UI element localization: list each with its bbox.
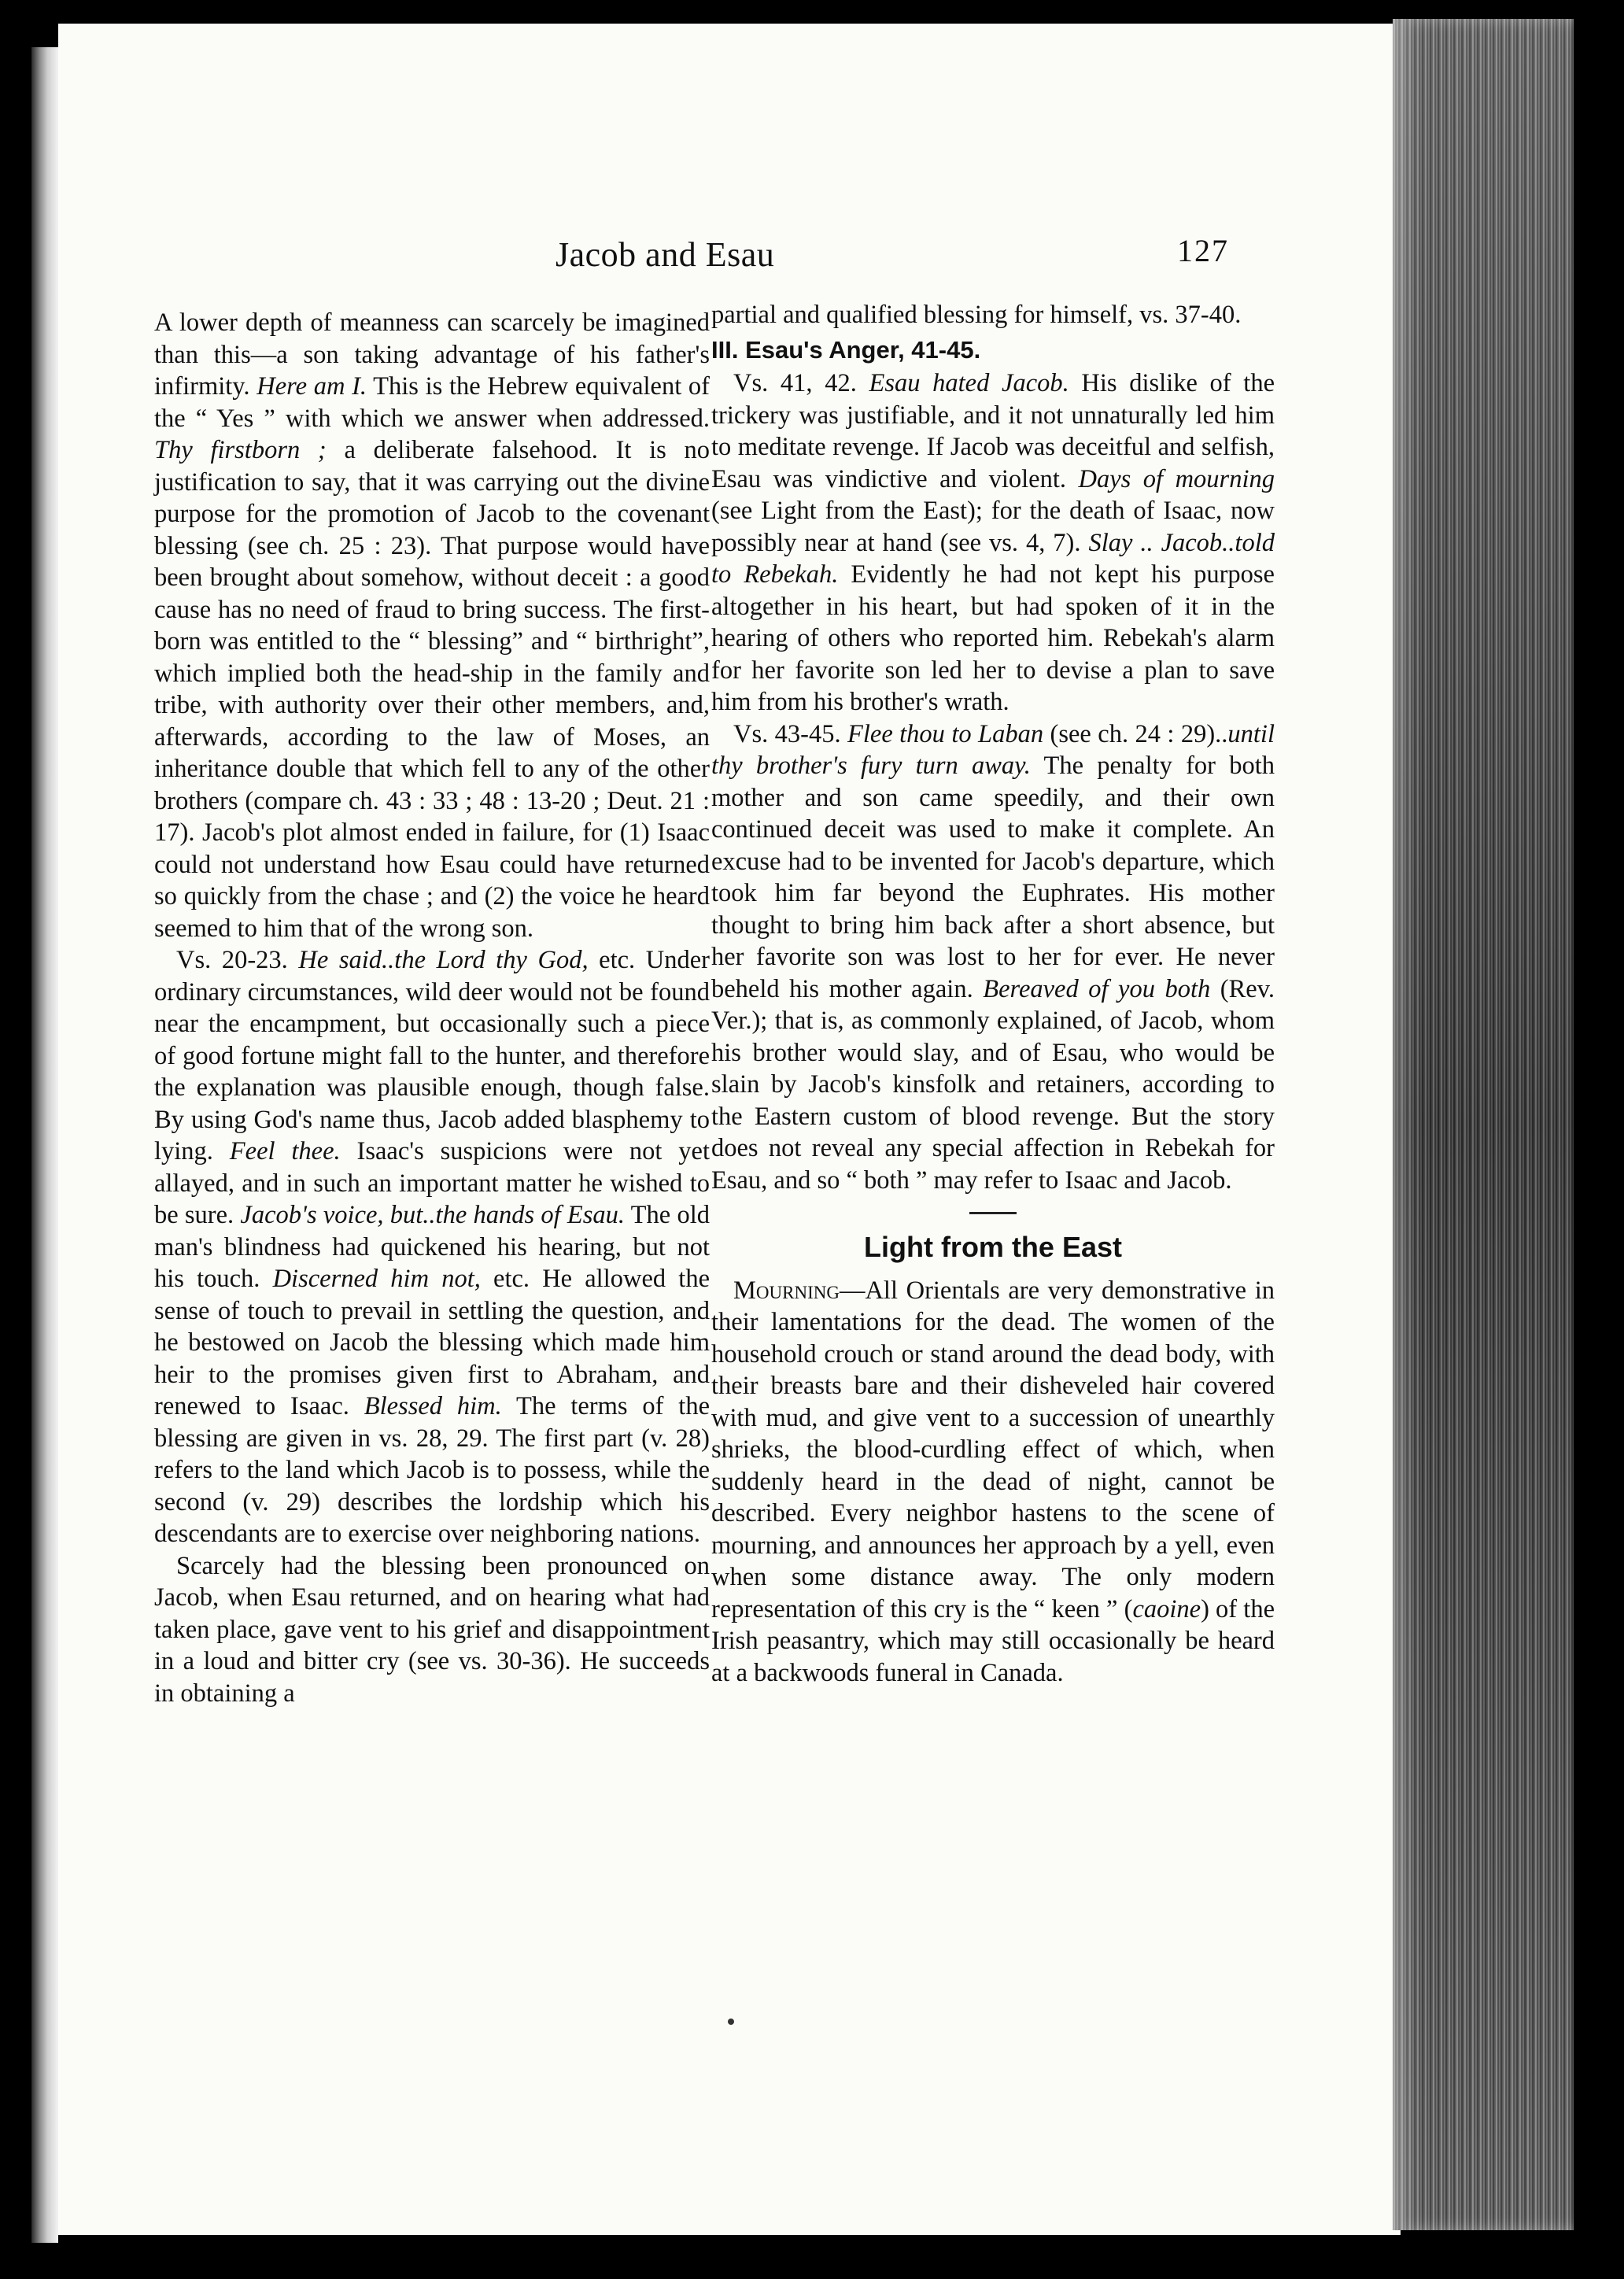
text-run: a deliberate falsehood. It is no justification to say, that it was carrying out the divine purpose for the promotion of Jacob to the covenant blessing (see ch. 25 : 23). That purpose would have been brought about somehow, without deceit : a good cause has no need of fraud to bring success. The first-born was entitled to the “ blessing” and “ birthright”, which implied both the head-ship in the family and tribe, with authority over their other members, and, afterwards, according to the law of Moses, an inheritance double that which fell to any of the other brothers (compare ch. 43 : 33 ; 48 : 13-20 ; Deut. 21 : 17). Jacob's plot almost ended in failure, for (1) Isaac could not understand how Esau could have returned so quickly from the chase ; and (2) the voice he heard seemed to him that of the wrong son.	[154, 436, 710, 943]
italic-run: Jacob's voice, but..the hands of Esau.	[240, 1201, 626, 1229]
text-run: Isaac's suspicions were not yet allayed, and in such an important matter he wished to be sure.	[154, 1137, 710, 1229]
right-paragraph-3	[711, 1275, 1275, 1690]
text-run: etc. Under ordinary circumstances, wild deer would not be found near the encampment, but occasionally such a piece of good fortune might fall to the hunter, and therefore the explanation was plausible enough, though false. By using God's name thus, Jacob added blasphemy to lying.	[154, 946, 710, 1165]
italic-run: He said..the Lord thy God,	[298, 946, 589, 974]
text-run: A lower depth of meanness can scarcely be imagined than this—a son taking advantage of his father's infirmity.	[154, 308, 710, 401]
right-paragraph-0: partial and qualified blessing for himself, vs. 37-40.	[711, 301, 1242, 329]
left-column	[154, 307, 710, 1709]
section-heading: III. Esau's Anger, 41-45.	[711, 335, 981, 364]
italic-run: Esau hated Jacob.	[869, 369, 1069, 397]
text-run: etc. He allowed the sense of touch to prevail in settling the question, and he bestowed on Jacob the blessing which made him heir to the promises given first to Abraham, and renewed to Isaac.	[154, 1265, 710, 1420]
text-run: (Rev. Ver.); that is, as commonly explained, of Jacob, whom his brother would slay, and of Esau, who would be slain by Jacob's kinsfolk and retainers, according to the Eastern custom of blood revenge. But the story does not reveal any special affection in Rebekah for Esau, and so “ both ” may refer to Isaac and Jacob.	[711, 974, 1275, 1195]
text-run: The old man's blindness had quickened his hearing, but not his touch.	[154, 1201, 710, 1293]
text-run: (see ch. 24 : 29)..	[1043, 719, 1228, 748]
right-paragraph-2	[711, 718, 1275, 1197]
italic-run: Blessed him.	[364, 1392, 502, 1420]
text-run: (see Light from the East); for the death of Isaac, now possibly near at hand (see vs. 4, 7).	[711, 497, 1275, 557]
left-paragraph-2	[154, 944, 710, 1550]
text-run: Vs. 43-45.	[733, 719, 848, 748]
text-run: Evidently he had not kept his purpose altogether in his heart, but had spoken of it in the hearing of others who reported him. Rebekah's alarm for her favorite son led her to devise a plan to save him from his brother's wrath.	[711, 560, 1275, 716]
italic-run: Days of mourning	[1078, 464, 1275, 493]
smallcaps-run: Mourning	[733, 1276, 840, 1305]
text-run: The terms of the blessing are given in vs. 28, 29. The first part (v. 28) refers to the land which Jacob is to possess, while the second (v. 29) describes the lordship which his descendants are to exercise over neighboring nations.	[154, 1392, 710, 1548]
left-paragraph-1	[154, 307, 710, 944]
book-fore-edge	[1393, 19, 1574, 2230]
italic-run: Feel thee.	[229, 1137, 341, 1165]
left-paragraph-3: Scarcely had the blessing been pronounced on Jacob, when Esau returned, and on hearing what had taken place, gave vent to his grief and disappointment in a loud and bitter cry (see vs. 30-36). He succeeds in obtaining a	[154, 1551, 710, 1708]
right-paragraph-1	[711, 368, 1275, 718]
running-header-title: Jacob and Esau	[555, 235, 775, 274]
text-run: ) of the Irish peasantry, which may still occasionally be heard at a backwoods funeral in Canada.	[711, 1594, 1275, 1687]
italic-run: Slay .. Jacob..told to Rebekah.	[711, 528, 1275, 589]
ink-speck	[728, 2019, 734, 2025]
italic-run: Thy firstborn ;	[154, 436, 327, 464]
text-run: Vs. 20-23.	[176, 946, 299, 974]
text-run: This is the Hebrew equivalent of the “ Yes ” with which we answer when addressed.	[154, 372, 710, 433]
book-left-page-edge	[31, 47, 58, 2243]
italic-run: Flee thou to Laban	[847, 719, 1044, 748]
page-number: 127	[1177, 233, 1229, 268]
text-run: His dislike of the trickery was justifiable, and it not unnaturally led him to meditate revenge. If Jacob was deceitful and selfish, Esau was vindictive and violent.	[711, 369, 1275, 493]
italic-run: caoine	[1132, 1594, 1201, 1623]
text-run: The penalty for both mother and son came speedily, and their own continued deceit was used to make it complete. An excuse had to be invented for Jacob's departure, which took him far beyond the Euphrates. His mother thought to bring him back after a short absence, but her favorite son was lost to her for ever. He never beheld his mother again.	[711, 752, 1275, 1003]
light-from-the-east-heading: Light from the East	[863, 1231, 1122, 1263]
text-run: Vs. 41, 42.	[733, 369, 869, 397]
section-divider	[969, 1212, 1017, 1214]
right-column	[711, 299, 1275, 1689]
italic-run: Here am I.	[257, 372, 367, 401]
text-run: —All Orientals are very demonstrative in their lamentations for the dead. The women of the household crouch or stand around the dead body, with their breasts bare and their disheveled hair covered with mud, and give vent to a succession of unearthly shrieks, the blood-curdling effect of which, when suddenly heard in the dead of night, cannot be described. Every neighbor hastens to the scene of mourning, and announces her approach by a yell, even when some distance away. The only modern representation of this cry is the “ keen ” (	[711, 1276, 1275, 1623]
italic-run: until thy brother's fury turn away.	[711, 719, 1275, 780]
italic-run: Bereaved of you both	[983, 974, 1211, 1003]
italic-run: Discerned him not,	[272, 1265, 481, 1293]
